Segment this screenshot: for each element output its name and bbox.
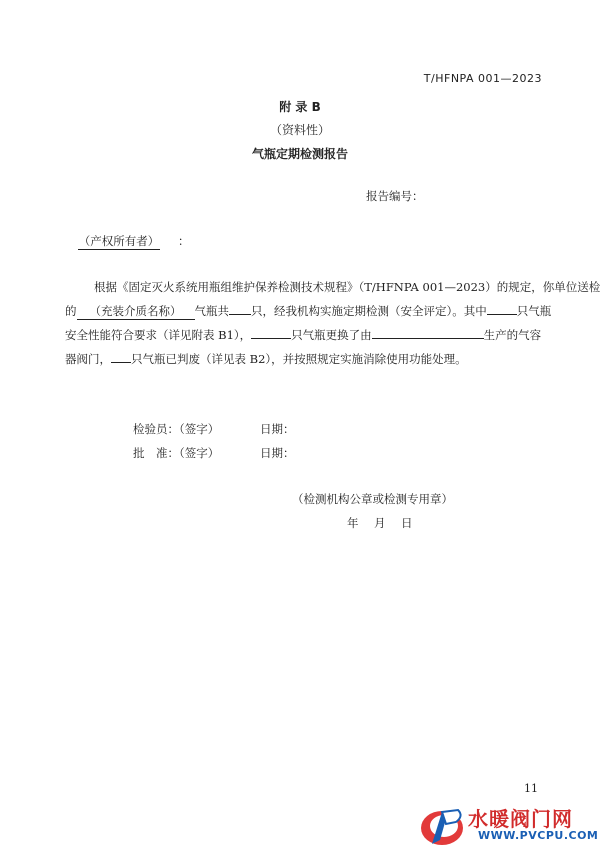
inspector-label: 检验员：（签字） [133,422,220,436]
pv-logo-icon [418,800,470,848]
text: 生产的气容 [483,328,542,342]
owner-line [78,229,190,253]
paragraph-line-1: 根据《固定灭火系统用瓶组维护保养检测技术规程》（T/HFNPA 001—2023）的规定，你单位送检 [94,280,600,294]
seal-date: 年 月 日 [347,516,415,530]
scrapped-count-blank [111,362,131,363]
manufacturer-blank [372,338,484,339]
watermark-site-name: 水暖阀门网 [468,807,573,831]
text: 只气瓶已判废（详见表 B2），并按照规定实施消除使用功能处理。 [131,352,467,366]
approver-label: 批 准：（签字） [133,446,220,460]
paragraph-line-3 [65,323,541,347]
text: 器阀门， [65,352,111,366]
watermark-url: WWW.PVCPU.COM [478,829,599,842]
owner-placeholder: （产权所有者） [78,234,160,248]
medium-name-blank: （充装介质名称） [77,303,195,320]
report-number-label: 报告编号： [366,189,424,203]
standard-code: T/HFNPA 001—2023 [423,72,542,85]
appendix-title: 附 录 B [279,100,321,114]
report-title: 气瓶定期检测报告 [251,147,348,161]
appendix-nature: （资料性） [269,123,330,137]
approver-date-label: 日期： [260,446,295,460]
qualified-count-blank [487,314,517,315]
text: 气瓶共 [194,304,229,318]
inspector-date-label: 日期： [260,422,295,436]
owner-suffix: ： [178,234,190,248]
cylinder-count-blank [229,314,251,315]
replaced-count-blank [251,338,291,339]
seal-text: （检测机构公章或检测专用章） [292,492,453,506]
text: 只气瓶 [516,304,552,318]
text: 安全性能符合要求（详见附表 B1）， [65,328,252,342]
text: 只气瓶更换了由 [291,328,372,342]
text: 的 [65,304,77,318]
paragraph-line-2 [65,299,551,323]
text: 只，经我机构实施定期检测（安全评定）。其中 [251,304,487,318]
paragraph-line-4 [65,347,467,371]
page-number: 11 [524,782,538,795]
watermark-logo [418,800,600,849]
